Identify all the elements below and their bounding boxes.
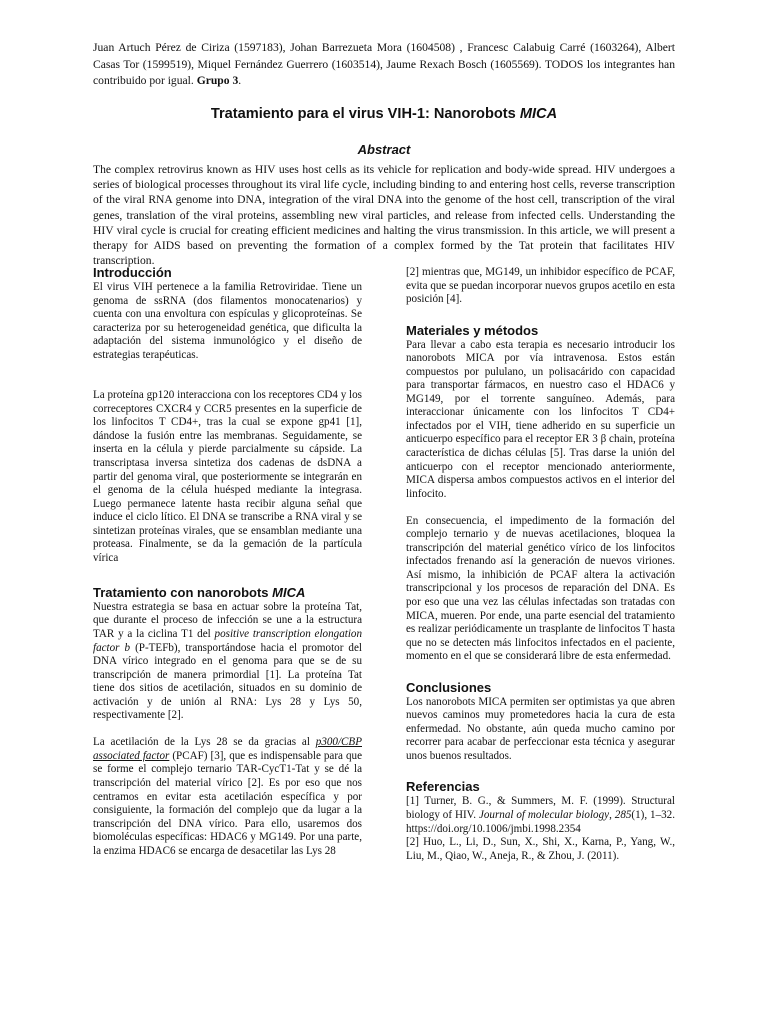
- methods-paragraph-2: En consecuencia, el impedimento de la formación del complejo ternario y de nuevas acetilaciones, bloquea la transcripción del material genético vírico de los linfocitos infectados frenando así la generación de nuevos viriones. Así mismo, la inhibición de PCAF altera la activación transcripcional y los procesos de reparación del DNA. Es por eso que una vez las células infectadas son tratadas con MICA, mueren. Por ende, una parte esencial del tratamiento es realizar periódicamente un trasplante de linfocitos T hasta que no se detecten más linfocitos infectados en el paciente, momento en el que se considerará libre de esta enfermedad.: [406, 514, 675, 663]
- title-italic: MICA: [519, 106, 558, 122]
- r1a: [1] Turner, B. G., & Summers, M. F. (1999). Structural biology of HIV.: [406, 795, 675, 821]
- reference-1: [406, 795, 675, 836]
- t2i: p300/CBP associated factor: [93, 736, 362, 762]
- references-heading: Referencias: [406, 779, 480, 795]
- continued-paragraph: [2] mientras que, MG149, un inhibidor específico de PCAF, evita que se puedan incorporar nuevos grupos acetilo en esta posición [4].: [406, 266, 675, 306]
- right-column: [406, 266, 675, 863]
- treatment-heading: [93, 585, 362, 601]
- abstract-heading: Abstract: [357, 142, 411, 157]
- t1b: (P-TEFb), transportándose hacia el promotor del DNA vírico integrado en el genoma para que se de su transcripción de manera primordial [1]. La proteína Tat tiene dos sitios de acetilación, situados en su dominio de activación y de unión al RNA: Lys 28 y Lys 50, respectivamente [2].: [93, 641, 362, 722]
- r1vol: 285: [614, 809, 632, 821]
- intro-paragraph-2: La proteína gp120 interacciona con los receptores CD4 y los correceptores CXCR4 y CCR5 presentes en la superficie de los linfocitos T CD4+, tras la cual se expone gp41 [1], dándose la fusión entre las membranas. Seguidamente, se inserta en la célula y pierde parcialmente su cápside. La transcriptasa inversa sintetiza dos cadenas de dsDNA a partir del genoma viral, que posteriormente se integrarán en el genoma de la célula huésped mediante la integrasa. Luego permanece latente hasta recibir alguna señal que induce el ciclo lítico. El DNA se transcribe a RNA viral y se sintetizan proteínas virales, que se ensamblan mediante una proteasa. Finalmente, se da la gemación de la partícula vírica: [93, 389, 362, 564]
- t2b: (PCAF) [3], que es indispensable para que se forme el complejo ternario TAR-CycT1-Tat y se dé la transcripción del material vírico [2]. Es por eso que nos centramos en evitar esta acetilación específica y por consiguiente, la formación del complejo que da lugar a la transcripción del DNA vírico. Para ello, usaremos dos biomoléculas específicas: HDAC6 y MG149. Por una parte, la enzima HDAC6 se encarga de desacetilar las Lys 28: [93, 749, 362, 857]
- authors-text: Juan Artuch Pérez de Ciriza (1597183), Johan Barrezueta Mora (1604508) , Francesc Calabuig Carré (1603264), Albert Casas Tor (1599519), Miquel Fernández Guerrero (1603514), Jaume Rexach Bosch (1605569). TODOS los integrantes han contribuido por igual.: [93, 41, 675, 87]
- reference-list: [406, 795, 675, 863]
- conclusions-paragraph: Los nanorobots MICA permiten ser optimistas ya que abren nuevos caminos muy prometedores hacia la cura de esta enfermedad. No obstante, aún queda mucho camino por recorrer para acabar de perfeccionar esta técnica y asegurar unos buenos resultados.: [406, 695, 675, 762]
- methods-heading: Materiales y métodos: [406, 322, 539, 338]
- title-text: Tratamiento para el virus VIH-1: Nanorobots: [210, 106, 520, 122]
- treatment-heading-italic: MICA: [272, 584, 306, 600]
- treatment-paragraph-1: [93, 601, 362, 723]
- r1sep: ,: [609, 809, 615, 821]
- introduction-heading: Introducción: [93, 265, 172, 280]
- paper-title: [0, 106, 768, 122]
- abstract-text: The complex retrovirus known as HIV uses host cells as its vehicle for replication and body-wide spread. HIV undergoes a series of biological processes throughout its viral life cycle, including binding to and entering host cells, reverse transcription of the viral RNA genome into DNA, integration of the viral DNA into the genome of the host cell, transcription of the viral genes, translation of the viral proteins, assembling new viral particles, and release from infected cells. Understanding the HIV viral cycle is crucial for creating efficient medicines and halting the virus transmission. In this article, we will present a therapy for AIDS based on preventing the formation of a complex formed by the Tat protein that facilitates HIV transcription.: [93, 163, 675, 268]
- intro-paragraph-1: El virus VIH pertenece a la familia Retroviridae. Tiene un genoma de ssRNA (dos filamentos monocatenarios) y cuenta con una envoltura con espículas y glicoproteínas. Se caracteriza por su heterogeneidad genética, que dificulta la adaptación del sistema inmunológico y el diseño de estrategias terapéuticas.: [93, 281, 362, 361]
- methods-paragraph-1: Para llevar a cabo esta terapia es necesario introducir los nanorobots MICA por vía intravenosa. Estos están compuestos por pululano, un polisacárido con capacidad para transportar fármacos, en nuestro caso el HDAC6 y MG149, por el torrente sanguíneo. Además, para interaccionar únicamente con los linfocitos T CD4+ infectados por el VIH, tiene adherido en su superficie un anticuerpo específico para el receptor ER 3 β chain, proteína característica de dichas células [5]. Tras darse la unión del anticuerpo con el receptor mencionado anteriormente, MICA dispersa ambos compuestos activos en el interior del linfocito.: [406, 338, 675, 500]
- reference-2: [2] Huo, L., Li, D., Sun, X., Shi, X., Karna, P., Yang, W., Liu, M., Qiao, W., Aneja, R., & Zhou, J. (2011).: [406, 836, 675, 862]
- left-column: [93, 265, 362, 858]
- r1i: Journal of molecular biology: [478, 809, 610, 821]
- conclusions-heading: Conclusiones: [406, 679, 492, 695]
- author-list: [93, 40, 675, 90]
- r1b: (1), 1–32. https://doi.org/10.1006/jmbi.1998.2354: [406, 809, 675, 835]
- t1a: Nuestra estrategia se basa en actuar sobre la proteína Tat, que durante el proceso de infección se une a la estructura TAR y a la ciclina T1 del: [93, 600, 362, 640]
- t2a: La acetilación de la Lys 28 se da gracias al: [93, 736, 316, 749]
- group-label: Grupo 3: [196, 74, 239, 87]
- authors-end: .: [238, 74, 242, 87]
- treatment-paragraph-2: [93, 736, 362, 858]
- treatment-heading-text: Tratamiento con nanorobots: [93, 584, 273, 600]
- t1i: positive transcription elongation factor b: [93, 627, 362, 654]
